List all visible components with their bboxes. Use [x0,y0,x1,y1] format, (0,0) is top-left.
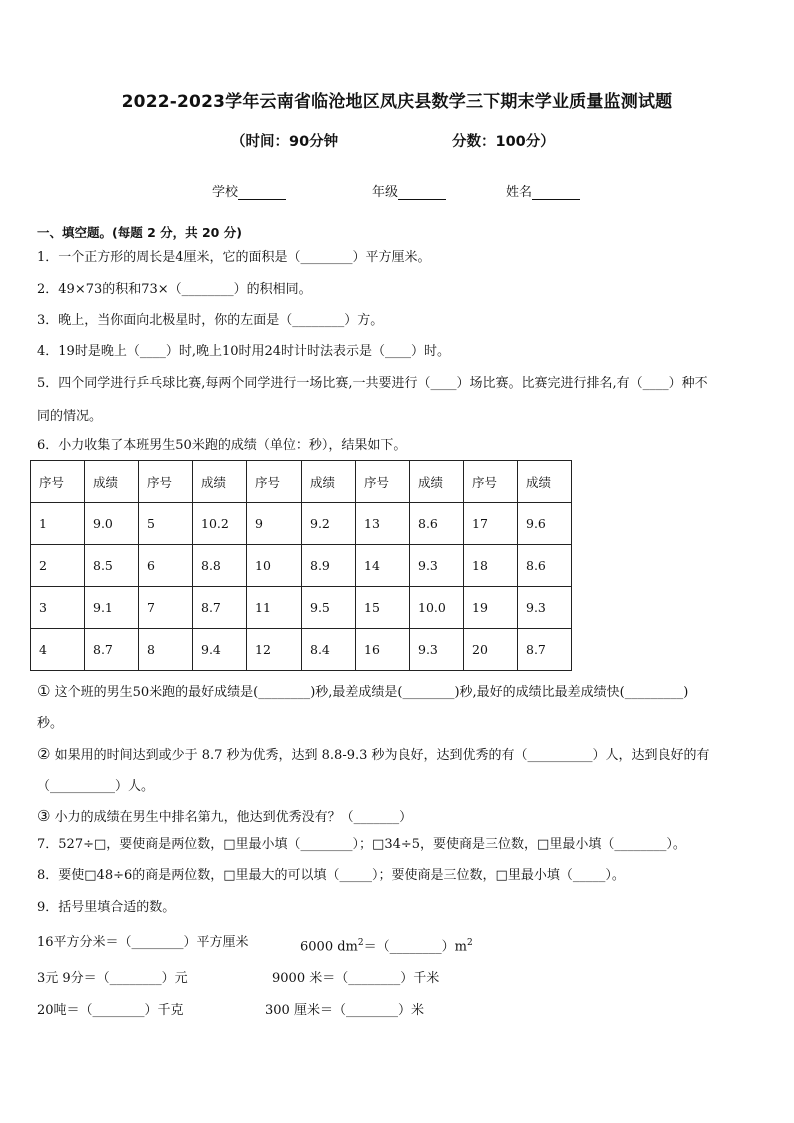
table-cell: 14 [356,545,410,587]
table-cell: 8 [139,629,193,671]
q9-item-a: 16平方分米＝（________）平方厘米 [37,935,249,950]
table-cell: 9.3 [410,629,464,671]
table-header-cell: 序号 [464,461,518,503]
table-header-cell: 成绩 [302,461,356,503]
table-row [31,503,572,545]
q9-item-f: 300 厘米＝（________）米 [265,1003,424,1018]
table-cell: 10.0 [410,587,464,629]
table-header-cell: 成绩 [410,461,464,503]
table-cell: 10.2 [193,503,247,545]
table-cell: 8.6 [410,503,464,545]
table-cell: 16 [356,629,410,671]
table-cell: 9 [247,503,302,545]
table-header-cell: 成绩 [193,461,247,503]
exam-score: 分数：100分） [452,134,555,150]
table-cell: 20 [464,629,518,671]
section-heading: 一、填空题。(每题 2 分，共 20 分) [37,225,242,240]
table-cell: 7 [139,587,193,629]
grade-label: 年级 [372,185,399,200]
question-6-1-cont: 秒。 [37,716,64,731]
name-field [506,181,580,200]
school-label: 学校 [212,185,239,200]
scores-table [30,460,572,671]
table-cell: 3 [31,587,85,629]
q9-item-b: 6000 $dm^2=(\_\_\_\_\_\_\_\_)m^2$ [300,938,473,955]
table-cell: 13 [356,503,410,545]
table-header-cell: 序号 [356,461,410,503]
table-cell: 8.7 [518,629,572,671]
table-cell: 9.2 [302,503,356,545]
page-title: 2022-2023学年云南省临沧地区凤庆县数学三下期末学业质量监测试题 [121,92,673,112]
table-row [31,545,572,587]
name-blank [532,185,580,200]
table-cell: 9.4 [193,629,247,671]
table-cell: 8.8 [193,545,247,587]
question-8: 8．要使□48÷6的商是两位数，□里最大的可以填（_____）；要使商是三位数，□里最小填（_____）。 [37,868,625,883]
table-cell: 11 [247,587,302,629]
table-header-row [31,461,572,503]
table-cell: 9.3 [410,545,464,587]
table-header-cell: 成绩 [85,461,139,503]
table-cell: 10 [247,545,302,587]
table-header-cell: 成绩 [518,461,572,503]
table-row [31,629,572,671]
exam-time: （时间：90分钟 [231,134,339,150]
table-row [31,587,572,629]
table-cell: 1 [31,503,85,545]
circled-number-3: ③ [37,807,51,825]
question-5-cont: 同的情况。 [37,409,103,424]
table-cell: 17 [464,503,518,545]
grade-blank [398,185,446,200]
question-6-3: ③ 小力的成绩在男生中排名第九，他达到优秀没有？（_______） [37,807,413,825]
question-9: 9．括号里填合适的数。 [37,900,176,915]
table-cell: 9.1 [85,587,139,629]
table-header-cell: 序号 [139,461,193,503]
question-5: 5．四个同学进行乒乓球比赛,每两个同学进行一场比赛,一共要进行（____）场比赛。比赛完进行排名,有（____）种不 [37,376,708,391]
table-cell: 18 [464,545,518,587]
table-cell: 8.5 [85,545,139,587]
school-blank [238,185,286,200]
question-4: 4．19时是晚上（____）时,晚上10时用24时计时法表示是（____）时。 [37,344,451,359]
school-field [212,181,286,200]
table-cell: 8.6 [518,545,572,587]
question-1: 1．一个正方形的周长是4厘米，它的面积是（________）平方厘米。 [37,250,431,265]
table-cell: 9.3 [518,587,572,629]
table-cell: 15 [356,587,410,629]
question-6-2: ② 如果用的时间达到或少于 8.7 秒为优秀，达到 8.8-9.3 秒为良好，达到优秀的有（__________）人，达到良好的有 [37,745,710,763]
table-cell: 9.6 [518,503,572,545]
circled-number-1: ① [37,682,51,700]
name-label: 姓名 [506,185,533,200]
question-6: 6．小力收集了本班男生50米跑的成绩（单位：秒），结果如下。 [37,438,407,453]
table-cell: 4 [31,629,85,671]
table-cell: 8.9 [302,545,356,587]
table-header-cell: 序号 [247,461,302,503]
grade-field [372,181,446,200]
table-cell: 8.7 [85,629,139,671]
question-7: 7．527÷□，要使商是两位数，□里最小填（________）；□34÷5，要使商是三位数，□里最小填（________）。 [37,837,686,852]
table-cell: 6 [139,545,193,587]
table-cell: 9.5 [302,587,356,629]
question-6-2-cont: （__________）人。 [37,779,155,794]
table-cell: 8.4 [302,629,356,671]
question-6-1: ① 这个班的男生50米跑的最好成绩是(________)秒,最差成绩是(________)秒,最好的成绩比最差成绩快(_________) [37,682,689,700]
question-3: 3．晚上，当你面向北极星时，你的左面是（________）方。 [37,313,384,328]
table-cell: 5 [139,503,193,545]
table-cell: 9.0 [85,503,139,545]
table-cell: 2 [31,545,85,587]
circled-number-2: ② [37,745,51,763]
q9-item-d: 9000 米＝（________）千米 [272,971,440,986]
table-cell: 19 [464,587,518,629]
table-header-cell: 序号 [31,461,85,503]
q9-item-e: 20吨＝（________）千克 [37,1003,184,1018]
table-cell: 8.7 [193,587,247,629]
question-2: 2．49×73的积和73×（________）的积相同。 [37,282,312,297]
table-cell: 12 [247,629,302,671]
q9-item-c: 3元 9分＝（________）元 [37,971,188,986]
